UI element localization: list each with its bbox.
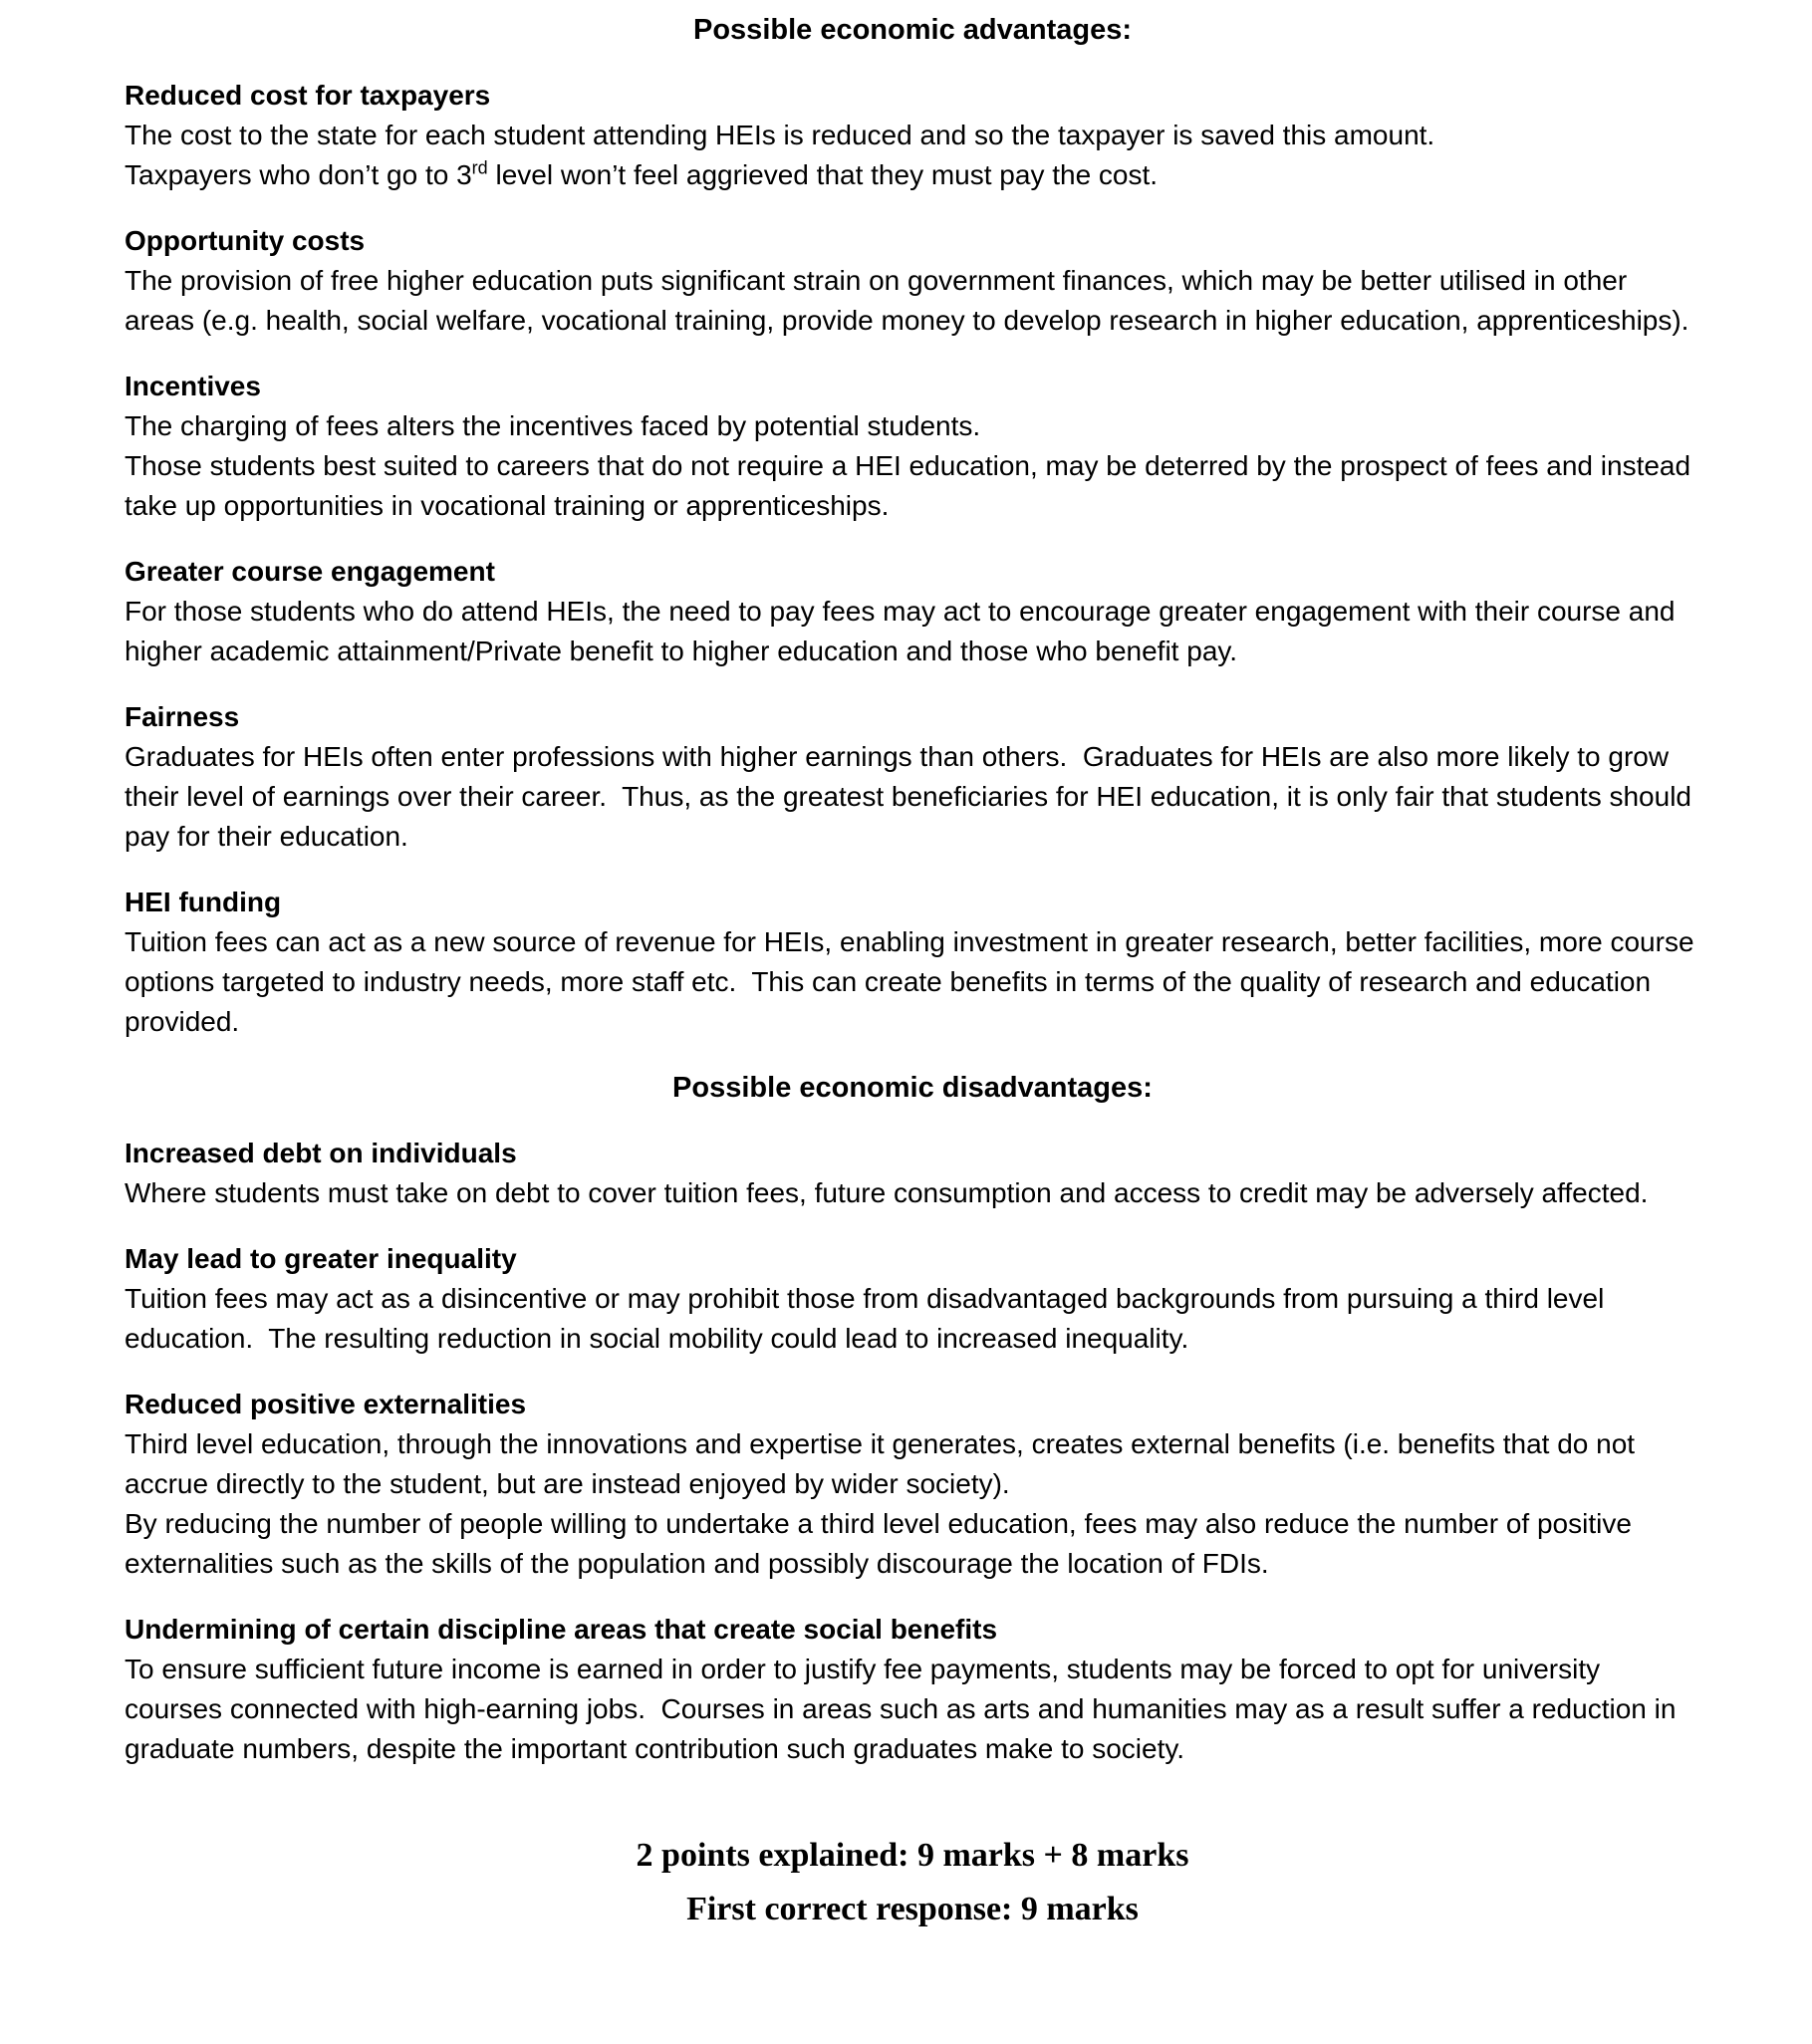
section-heading: Opportunity costs [125,225,366,256]
marks-summary-line-2: First correct response: 9 marks [686,1891,1139,1927]
section-paragraph [125,155,1700,195]
section-paragraph: Where students must take on debt to cover tuition fees, future consumption and access to credit may be adversely affected. [125,1177,1649,1208]
section-paragraph: Tuition fees may act as a disincentive or may prohibit those from disadvantaged backgrounds from pursuing a third level education. The resulting reduction in social mobility could lead to increased inequality. [125,1283,1613,1354]
section-paragraph: For those students who do attend HEIs, the need to pay fees may act to encourage greater engagement with their course and higher academic attainment/Private benefit to higher education and those who benefit pay. [125,596,1683,666]
superscript-ordinal: rd [471,157,488,178]
section-greater-course-engagement [125,552,1700,671]
advantages-title: Possible economic advantages: [693,14,1132,46]
section-incentives [125,367,1700,526]
marks-summary [125,1829,1700,1936]
section-paragraph: The charging of fees alters the incentives faced by potential students. [125,410,981,441]
section-heading: Incentives [125,371,261,401]
section-heading: Increased debt on individuals [125,1138,517,1168]
section-heading: May lead to greater inequality [125,1243,517,1274]
section-heading: Fairness [125,701,240,732]
section-increased-debt [125,1134,1700,1213]
section-reduced-positive-externalities [125,1385,1700,1584]
disadvantages-title: Possible economic disadvantages: [672,1072,1153,1104]
section-undermining-discipline-areas [125,1610,1700,1769]
section-greater-inequality [125,1239,1700,1359]
section-paragraph: Those students best suited to careers that do not require a HEI education, may be deterred by the prospect of fees and instead take up opportunities in vocational training or apprenticeships. [125,450,1698,521]
section-heading: Reduced cost for taxpayers [125,80,491,111]
section-paragraph: Tuition fees can act as a new source of revenue for HEIs, enabling investment in greater research, better facilities, more course options targeted to industry needs, more staff etc. This can create benefits in terms of the quality of research and education provided. [125,926,1702,1037]
section-paragraph: The provision of free higher education puts significant strain on government finances, which may be better utilised in other areas (e.g. health, social welfare, vocational training, provide money to develop research in higher education, apprenticeships). [125,265,1689,336]
section-opportunity-costs [125,221,1700,341]
text-run: Taxpayers who don’t go to 3 [125,159,472,190]
marks-summary-line-1: 2 points explained: 9 marks + 8 marks [636,1837,1189,1874]
section-paragraph: The cost to the state for each student attending HEIs is reduced and so the taxpayer is saved this amount. [125,120,1435,150]
section-paragraph: Graduates for HEIs often enter professions with higher earnings than others. Graduates for HEIs are also more likely to grow their level of earnings over their career. Thus, as the greatest beneficiaries for HEI education, it is only fair that students should pay for their education. [125,741,1699,852]
section-fairness [125,697,1700,857]
section-heading: Undermining of certain discipline areas that create social benefits [125,1614,998,1645]
section-heading: HEI funding [125,887,282,917]
section-reduced-cost-for-taxpayers [125,76,1700,195]
section-paragraph: To ensure sufficient future income is earned in order to justify fee payments, students may be forced to opt for university courses connected with high-earning jobs. Courses in areas such as arts and humanities may as a result suffer a reduction in graduate numbers, despite the important contribution such graduates make to society. [125,1654,1684,1764]
section-heading: Greater course engagement [125,556,495,587]
section-heading: Reduced positive externalities [125,1389,527,1419]
section-hei-funding [125,883,1700,1042]
section-paragraph: Third level education, through the innovations and expertise it generates, creates external benefits (i.e. benefits that do not accrue directly to the student, but are instead enjoyed by wider society). [125,1428,1643,1499]
section-paragraph: By reducing the number of people willing to undertake a third level education, fees may also reduce the number of positive externalities such as the skills of the population and possibly discourage the location of FDIs. [125,1508,1640,1579]
text-run: level won’t feel aggrieved that they must pay the cost. [487,159,1159,190]
